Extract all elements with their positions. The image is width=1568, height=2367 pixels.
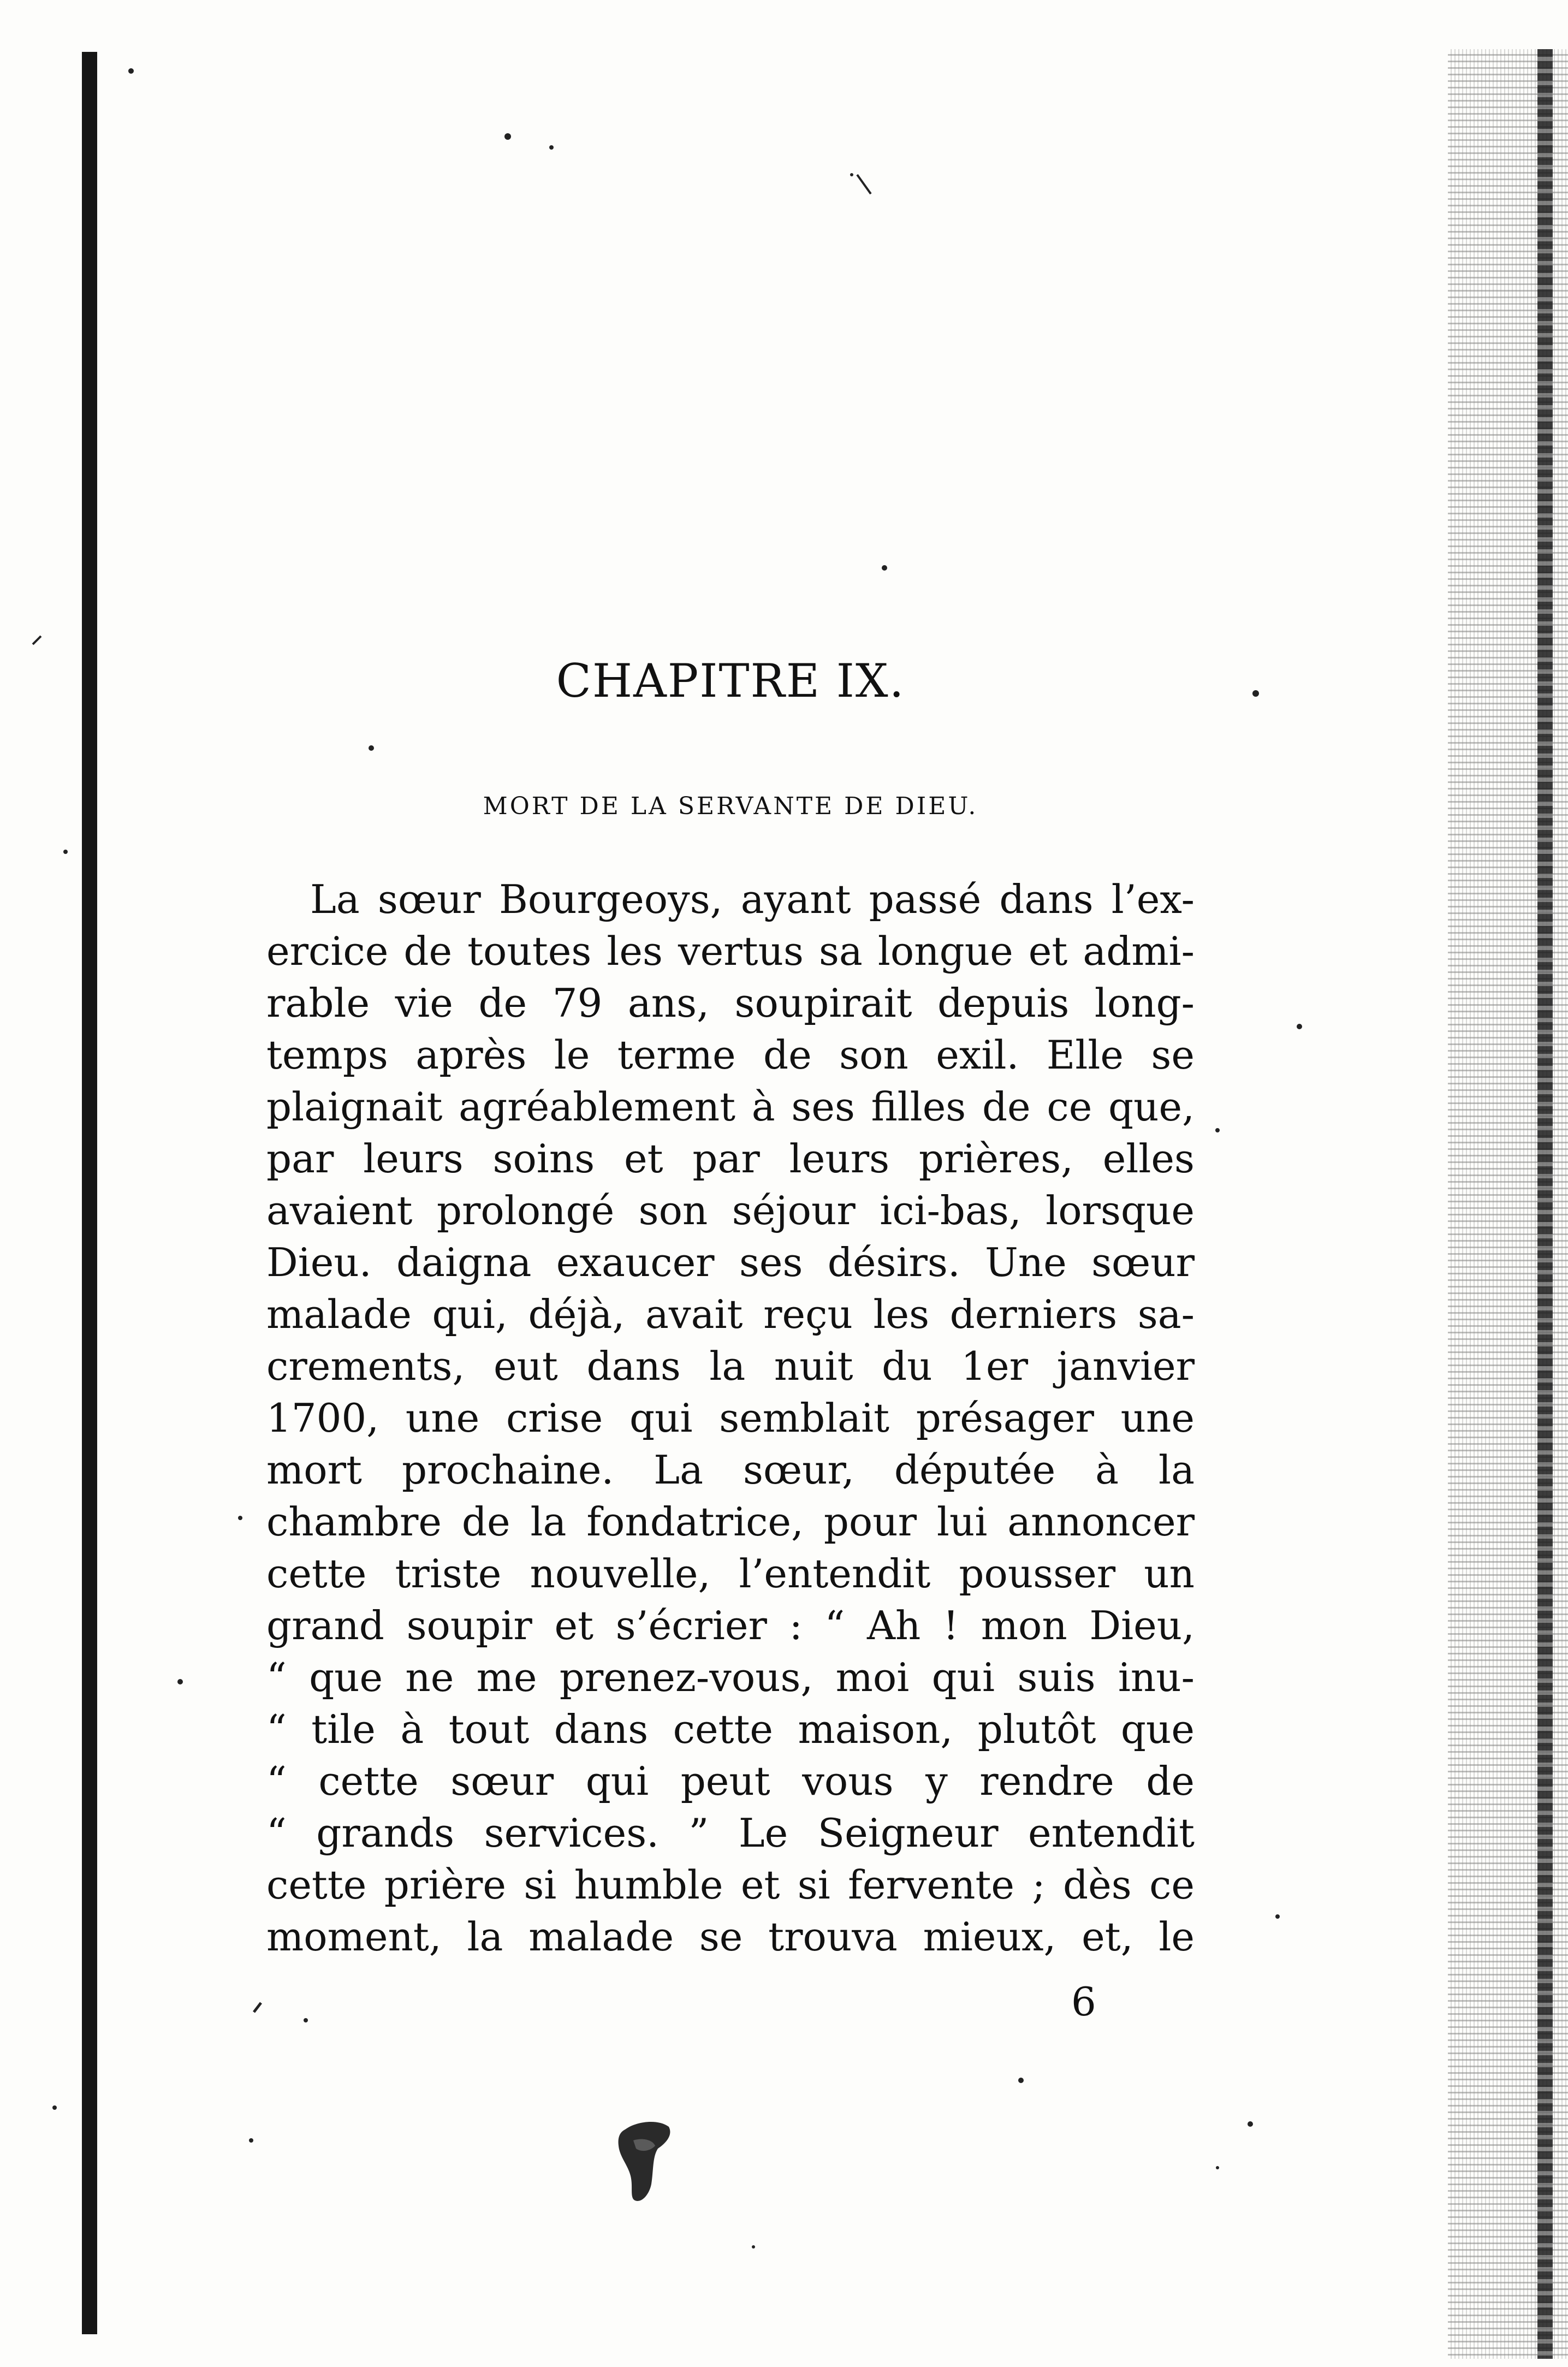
text-line-6: par leurs soins et par leurs prières, elles bbox=[266, 1136, 1195, 1182]
text-line-13: chambre de la fondatrice, pour lui annoncer bbox=[266, 1499, 1195, 1545]
text-line-7: avaient prolongé son séjour ici-bas, lorsque bbox=[266, 1188, 1195, 1233]
text-line-10: crements, eut dans la nuit du 1er janvier bbox=[266, 1343, 1195, 1389]
text-line-2: ercice de toutes les vertus sa longue et admi- bbox=[266, 928, 1195, 974]
text-line-4: temps après le terme de son exil. Elle se bbox=[266, 1032, 1195, 1078]
ink-blot bbox=[614, 2119, 674, 2206]
text-line-8: Dieu. daigna exaucer ses désirs. Une sœur bbox=[266, 1239, 1195, 1285]
text-line-14: cette triste nouvelle, l’entendit pousser un bbox=[266, 1551, 1195, 1597]
text-line-16: “ que ne me prenez-vous, moi qui suis inu- bbox=[266, 1654, 1195, 1700]
text-line-20: cette prière si humble et si fervente ; dès ce bbox=[266, 1862, 1195, 1908]
text-line-18: “ cette sœur qui peut vous y rendre de bbox=[266, 1758, 1195, 1804]
text-line-9: malade qui, déjà, avait reçu les derniers sa- bbox=[266, 1291, 1195, 1337]
text-line-11: 1700, une crise qui semblait présager une bbox=[266, 1395, 1195, 1441]
chapter-subtitle: MORT DE LA SERVANTE DE DIEU. bbox=[483, 792, 978, 820]
chapter-title: CHAPITRE IX. bbox=[556, 654, 905, 708]
text-line-5: plaignait agréablement à ses filles de ce que, bbox=[266, 1084, 1195, 1130]
text-line-17: “ tile à tout dans cette maison, plutôt que bbox=[266, 1706, 1195, 1752]
text-line-12: mort prochaine. La sœur, députée à la bbox=[266, 1447, 1195, 1493]
text-line-21: moment, la malade se trouva mieux, et, le bbox=[266, 1914, 1195, 1960]
page-number: 6 bbox=[1071, 1979, 1096, 2025]
text-line-15: grand soupir et s’écrier : “ Ah ! mon Dieu, bbox=[266, 1603, 1195, 1648]
text-line-3: rable vie de 79 ans, soupirait depuis long- bbox=[266, 980, 1195, 1026]
text-line-1: La sœur Bourgeoys, ayant passé dans l’ex- bbox=[310, 876, 1195, 922]
text-line-19: “ grands services. ” Le Seigneur entendit bbox=[266, 1810, 1195, 1856]
